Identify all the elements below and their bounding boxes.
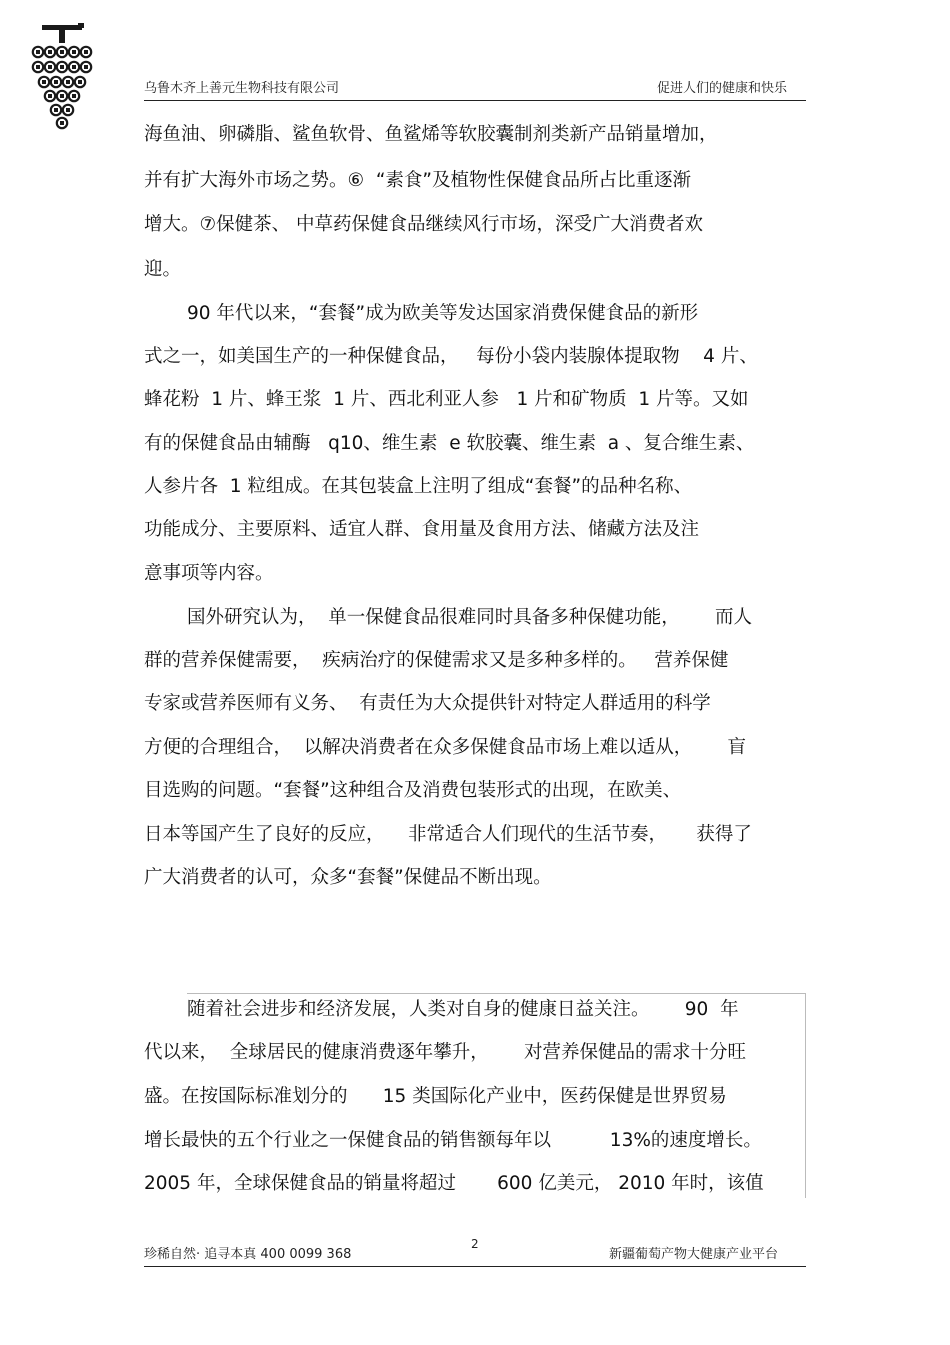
header-slogan: 促进人们的健康和快乐 [656,81,787,96]
body-line: 海鱼油、卵磷脂、鲨鱼软骨、鱼鲨烯等软胶囊制剂类新产品销量增加， [144,124,718,145]
body-line: 增大。⑦保健茶、 中草药保健食品继续风行市场，深受广大消费者欢 [144,214,703,235]
body-line: 国外研究认为， 单一保健食品很难同时具备多种保健功能， 而人 [187,607,753,628]
text-box-right-border [805,993,806,1198]
footer-divider [144,1266,806,1267]
grape-dot-center [42,80,46,84]
body-line: 广大消费者的认可，众多“套餐”保健品不断出现。 [144,867,552,888]
grape-dot-center [54,80,58,84]
text-box-top-border [187,993,806,994]
page-number: 2 [471,1237,479,1251]
body-line: 增长最快的五个行业之一保健食品的销售额每年以 13%的速度增长。 [144,1130,762,1151]
grape-dot-center [78,80,82,84]
grape-dot-center [84,50,88,54]
body-line: 2005 年，全球保健食品的销量将超过 600 亿美元， 2010 年时，该值 [144,1173,764,1194]
body-line: 盛。在按国际标准划分的 15 类国际化产业中，医药保健是世界贸易 [144,1086,727,1107]
footer-contact: 珍稀自然· 追寻本真 400 0099 368 [144,1247,352,1262]
body-line: 日本等国产生了良好的反应， 非常适合人们现代的生活节奏， 获得了 [144,824,752,845]
body-line: 蜂花粉 1 片、蜂王浆 1 片、西北利亚人参 1 片和矿物质 1 片等。又如 [144,389,749,410]
body-line: 群的营养保健需要， 疾病治疗的保健需求又是多种多样的。 营养保健 [144,650,729,671]
grape-dot-center [54,108,58,112]
grape-dot-center [48,50,52,54]
body-line: 并有扩大海外市场之势。⑥ “素食”及植物性保健食品所占比重逐渐 [144,170,692,191]
grape-dot-center [60,94,64,98]
grape-dot-center [60,121,64,125]
body-line: 迎。 [144,259,182,280]
body-line: 方便的合理组合， 以解决消费者在众多保健食品市场上难以适从， 盲 [144,737,747,758]
grape-dot-center [66,108,70,112]
grape-dot-center [72,65,76,69]
grape-dot-center [36,50,40,54]
body-line: 目选购的问题。“套餐”这种组合及消费包装形式的出现，在欧美、 [144,780,682,801]
header-divider [144,100,806,101]
grape-dot-center [84,65,88,69]
body-line: 有的保健食品由辅酶 q10、维生素 e 软胶囊、维生素 a 、复合维生素、 [144,433,755,454]
header-company-name: 乌鲁木齐上善元生物科技有限公司 [144,81,340,96]
grape-dot-center [48,94,52,98]
grape-dot-center [72,50,76,54]
grape-logo [28,22,100,134]
body-line: 功能成分、主要原料、适宜人群、食用量及食用方法、储藏方法及注 [144,519,700,540]
body-line: 意事项等内容。 [144,563,274,584]
footer-platform: 新疆葡萄产物大健康产业平台 [608,1247,778,1262]
body-line: 人参片各 1 粒组成。在其包装盒上注明了组成“套餐”的品种名称、 [144,476,693,497]
body-line: 随着社会进步和经济发展，人类对自身的健康日益关注。 90 年 [187,999,739,1020]
body-line: 代以来， 全球居民的健康消费逐年攀升， 对营养保健品的需求十分旺 [144,1042,747,1063]
grape-dot-center [60,50,64,54]
grape-dot-center [66,80,70,84]
body-line: 90 年代以来，“套餐”成为欧美等发达国家消费保健食品的新形 [187,303,699,324]
body-line: 专家或营养医师有义务、 有责任为大众提供针对特定人群适用的科学 [144,693,711,714]
grape-dot-center [48,65,52,69]
grape-dot-center [60,65,64,69]
grape-dot-center [72,94,76,98]
grape-dot-center [36,65,40,69]
body-line: 式之一，如美国生产的一种保健食品， 每份小袋内装腺体提取物 4 片、 [144,346,758,367]
